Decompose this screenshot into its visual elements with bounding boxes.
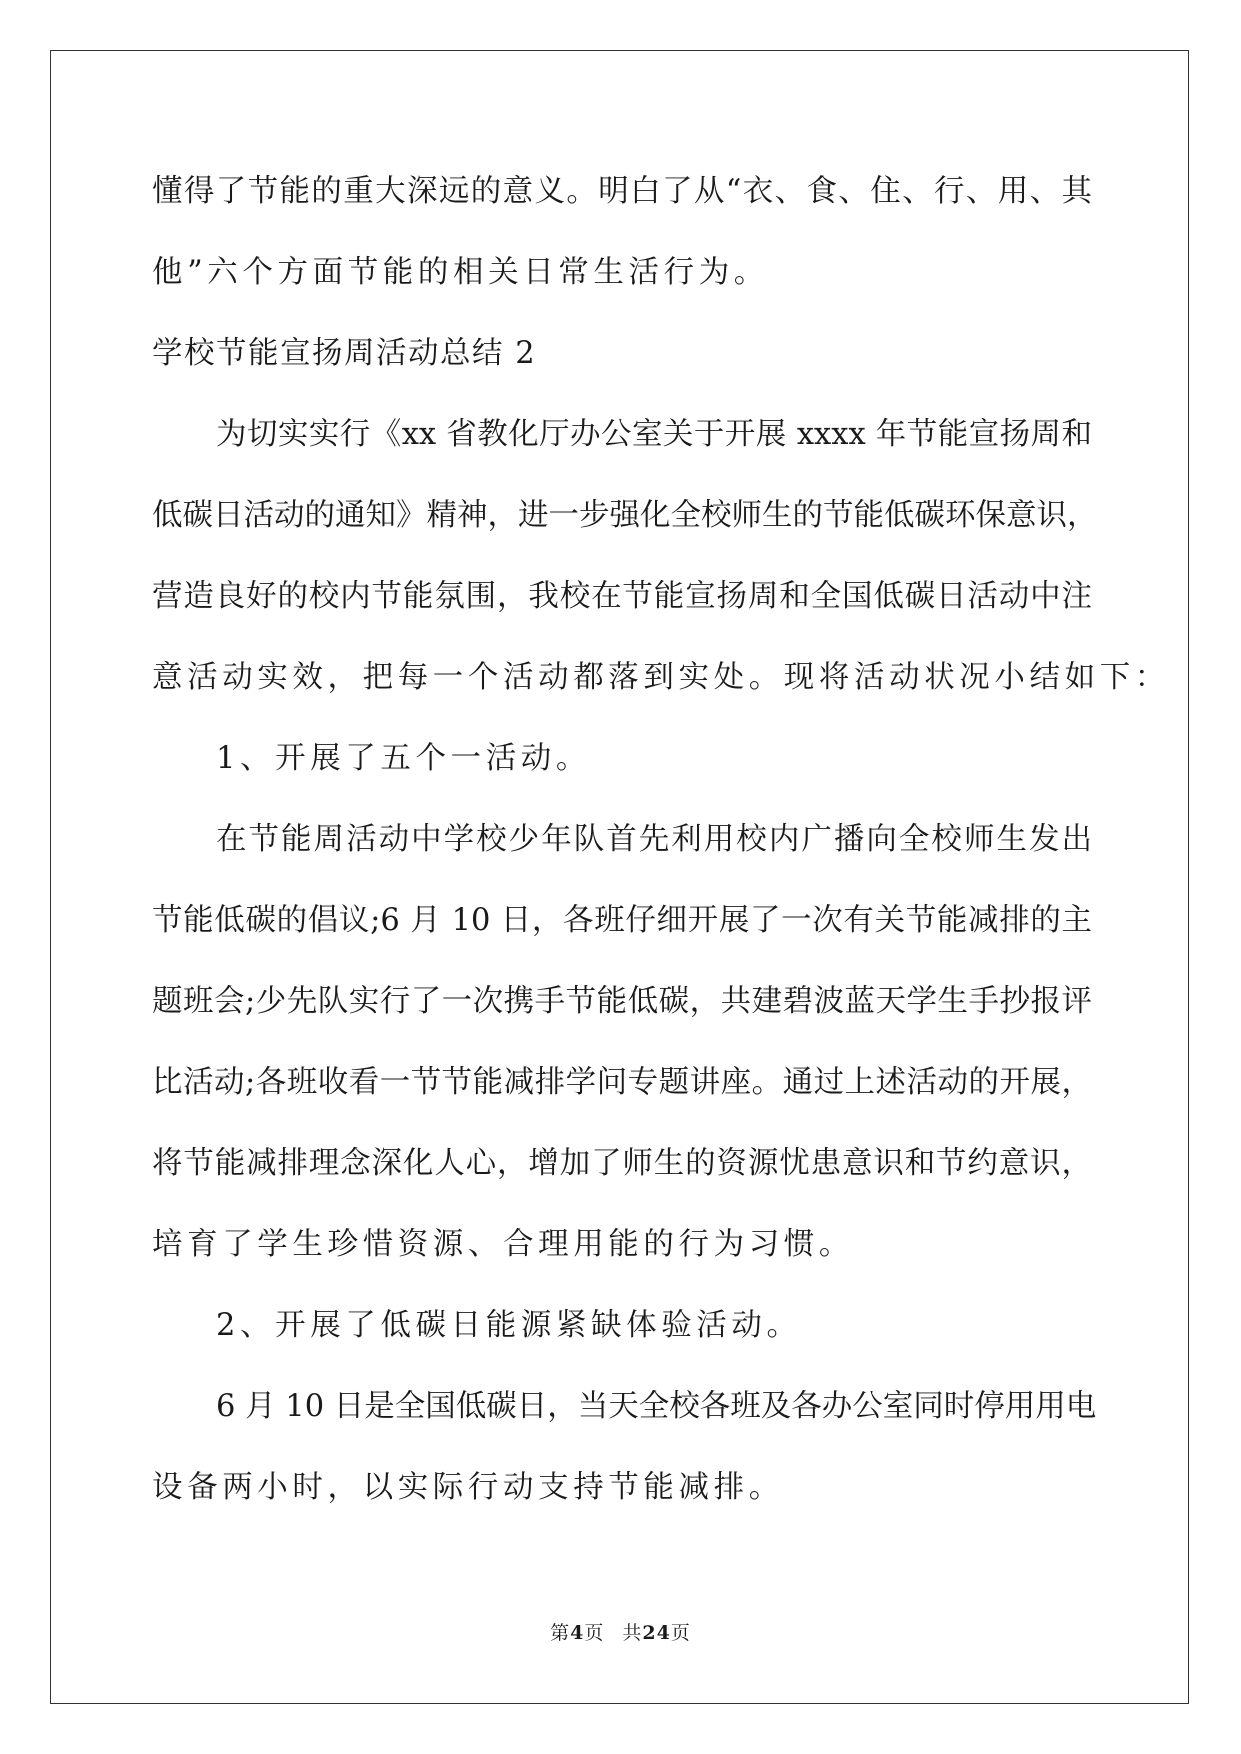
text-line: 懂得了节能的重大深远的意义。明白了从“衣、食、住、行、用、其	[152, 174, 1092, 209]
footer-total-pages: 24	[642, 1622, 671, 1644]
text-line: 将节能减排理念深化人心，增加了师生的资源忧患意识和节约意识，	[152, 1146, 1092, 1181]
text-line: 低碳日活动的通知》精神，进一步强化全校师生的节能低碳环保意识，	[152, 498, 1098, 533]
text-line: 他”六个方面节能的相关日常生活行为。	[152, 255, 769, 290]
footer-page-suffix: 页	[584, 1622, 605, 1644]
section-heading: 学校节能宣扬周活动总结 2	[152, 336, 537, 371]
footer-page-prefix: 第	[550, 1622, 571, 1644]
text-line: 为切实实行《xx 省教化厅办公室关于开展 xxxx 年节能宣扬周和	[216, 417, 1092, 452]
text-line: 培育了学生珍惜资源、合理用能的行为习惯。	[152, 1227, 854, 1262]
text-line: 节能低碳的倡议;6 月 10 日，各班仔细开展了一次有关节能减排的主	[152, 903, 1092, 938]
page-footer	[0, 1618, 1241, 1645]
text-line: 比活动;各班收看一节节能减排学问专题讲座。通过上述活动的开展，	[152, 1065, 1092, 1100]
text-line: 2、开展了低碳日能源紧缺体验活动。	[216, 1308, 802, 1343]
text-line: 6 月 10 日是全国低碳日，当天全校各班及各办公室同时停用用电	[216, 1389, 1097, 1424]
document-body	[152, 164, 1170, 1541]
footer-total-suffix: 页	[670, 1622, 691, 1644]
text-line: 在节能周活动中学校少年队首先利用校内广播向全校师生发出	[216, 822, 1092, 857]
text-line: 1、开展了五个一活动。	[216, 741, 592, 776]
text-line: 营造良好的校内节能氛围，我校在节能宣扬周和全国低碳日活动中注	[152, 579, 1092, 614]
footer-total-prefix: 共	[622, 1622, 643, 1644]
text-line: 意活动实效，把每一个活动都落到实处。现将活动状况小结如下：	[152, 660, 1170, 695]
footer-page-number: 4	[570, 1622, 585, 1644]
text-line: 题班会;少先队实行了一次携手节能低碳，共建碧波蓝天学生手抄报评	[152, 984, 1092, 1019]
text-line: 设备两小时，以实际行动支持节能减排。	[152, 1470, 784, 1505]
